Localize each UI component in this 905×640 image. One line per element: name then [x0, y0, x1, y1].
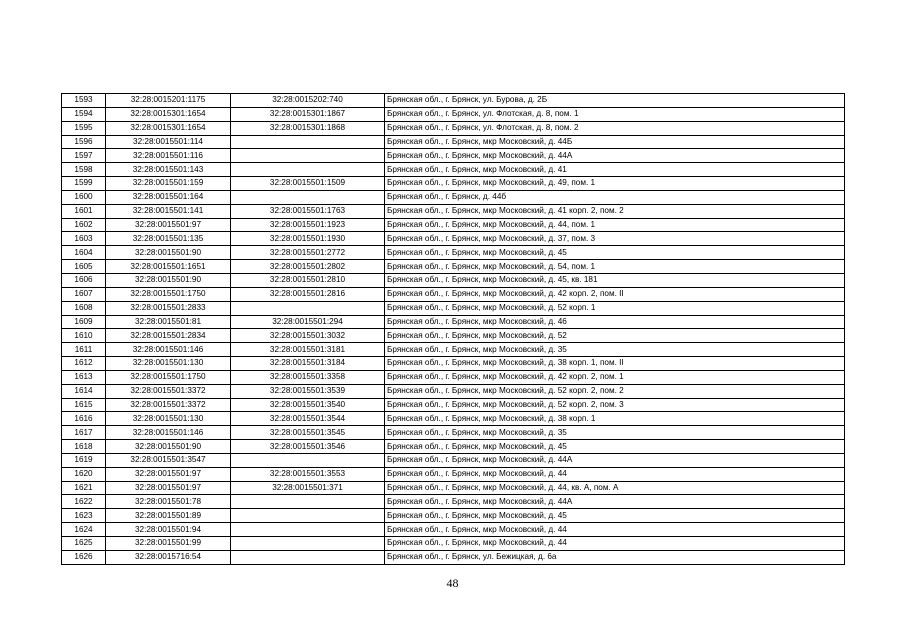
row-number-cell: 1621: [62, 481, 106, 495]
table-row: [62, 412, 845, 426]
address-cell: Брянская обл., г. Брянск, ул. Флотская, д. 8, пом. 1: [385, 107, 845, 121]
table-row: [62, 467, 845, 481]
row-number-cell: 1597: [62, 149, 106, 163]
address-cell: Брянская обл., г. Брянск, ул. Бежицкая, д. 6а: [385, 550, 845, 564]
parcel-cadastral-cell: 32:28:0015501:146: [106, 343, 231, 357]
table-row: [62, 204, 845, 218]
object-cadastral-cell: 32:28:0015501:3545: [231, 426, 385, 440]
address-cell: Брянская обл., г. Брянск, ул. Бурова, д. 2Б: [385, 94, 845, 108]
object-cadastral-cell: 32:28:0015501:294: [231, 315, 385, 329]
parcel-cadastral-cell: 32:28:0015501:90: [106, 440, 231, 454]
parcel-cadastral-cell: 32:28:0015501:81: [106, 315, 231, 329]
table-row: [62, 246, 845, 260]
table-row: [62, 163, 845, 177]
address-cell: Брянская обл., г. Брянск, мкр Московский, д. 38 корп. 1: [385, 412, 845, 426]
object-cadastral-cell: 32:28:0015501:3553: [231, 467, 385, 481]
object-cadastral-cell: [231, 453, 385, 467]
object-cadastral-cell: 32:28:0015501:3184: [231, 357, 385, 371]
table-row: [62, 509, 845, 523]
table-row: [62, 232, 845, 246]
address-cell: Брянская обл., г. Брянск, д. 44б: [385, 190, 845, 204]
address-cell: Брянская обл., г. Брянск, мкр Московский, д. 44Б: [385, 135, 845, 149]
object-cadastral-cell: [231, 550, 385, 564]
parcel-cadastral-cell: 32:28:0015501:3372: [106, 384, 231, 398]
parcel-cadastral-cell: 32:28:0015501:90: [106, 246, 231, 260]
row-number-cell: 1611: [62, 343, 106, 357]
parcel-cadastral-cell: 32:28:0015501:130: [106, 357, 231, 371]
row-number-cell: 1618: [62, 440, 106, 454]
address-cell: Брянская обл., г. Брянск, мкр Московский, д. 45: [385, 509, 845, 523]
address-cell: Брянская обл., г. Брянск, мкр Московский, д. 44А: [385, 495, 845, 509]
row-number-cell: 1601: [62, 204, 106, 218]
address-cell: Брянская обл., г. Брянск, мкр Московский, д. 44: [385, 523, 845, 537]
row-number-cell: 1609: [62, 315, 106, 329]
address-cell: Брянская обл., г. Брянск, мкр Московский, д. 45: [385, 246, 845, 260]
address-cell: Брянская обл., г. Брянск, мкр Московский, д. 42 корп. 2, пом. II: [385, 287, 845, 301]
row-number-cell: 1616: [62, 412, 106, 426]
table-row: [62, 135, 845, 149]
table-row: [62, 357, 845, 371]
address-cell: Брянская обл., г. Брянск, мкр Московский, д. 35: [385, 426, 845, 440]
object-cadastral-cell: 32:28:0015202:740: [231, 94, 385, 108]
row-number-cell: 1610: [62, 329, 106, 343]
row-number-cell: 1595: [62, 121, 106, 135]
address-cell: Брянская обл., г. Брянск, мкр Московский, д. 46: [385, 315, 845, 329]
row-number-cell: 1622: [62, 495, 106, 509]
parcel-cadastral-cell: 32:28:0015501:146: [106, 426, 231, 440]
table-row: [62, 260, 845, 274]
parcel-cadastral-cell: 32:28:0015501:164: [106, 190, 231, 204]
object-cadastral-cell: 32:28:0015501:371: [231, 481, 385, 495]
object-cadastral-cell: [231, 509, 385, 523]
object-cadastral-cell: 32:28:0015501:1930: [231, 232, 385, 246]
row-number-cell: 1615: [62, 398, 106, 412]
address-cell: Брянская обл., г. Брянск, мкр Московский, д. 41: [385, 163, 845, 177]
address-cell: Брянская обл., г. Брянск, мкр Московский, д. 42 корп. 2, пом. 1: [385, 370, 845, 384]
row-number-cell: 1624: [62, 523, 106, 537]
object-cadastral-cell: 32:28:0015501:1763: [231, 204, 385, 218]
object-cadastral-cell: 32:28:0015501:3032: [231, 329, 385, 343]
table-row: [62, 94, 845, 108]
table-body: [62, 94, 845, 565]
parcel-cadastral-cell: 32:28:0015501:135: [106, 232, 231, 246]
row-number-cell: 1605: [62, 260, 106, 274]
row-number-cell: 1599: [62, 177, 106, 191]
parcel-cadastral-cell: 32:28:0015501:1750: [106, 370, 231, 384]
parcel-cadastral-cell: 32:28:0015501:97: [106, 218, 231, 232]
parcel-cadastral-cell: 32:28:0015501:116: [106, 149, 231, 163]
table-row: [62, 149, 845, 163]
row-number-cell: 1612: [62, 357, 106, 371]
table-row: [62, 301, 845, 315]
table-row: [62, 426, 845, 440]
address-cell: Брянская обл., г. Брянск, мкр Московский, д. 44, кв. А, пом. А: [385, 481, 845, 495]
table-row: [62, 190, 845, 204]
object-cadastral-cell: 32:28:0015501:2816: [231, 287, 385, 301]
address-cell: Брянская обл., г. Брянск, мкр Московский, д. 44А: [385, 453, 845, 467]
cadastral-table: [61, 93, 845, 565]
address-cell: Брянская обл., г. Брянск, мкр Московский, д. 52: [385, 329, 845, 343]
object-cadastral-cell: 32:28:0015501:3544: [231, 412, 385, 426]
object-cadastral-cell: [231, 149, 385, 163]
parcel-cadastral-cell: 32:28:0015501:143: [106, 163, 231, 177]
table-row: [62, 329, 845, 343]
table-row: [62, 523, 845, 537]
row-number-cell: 1625: [62, 537, 106, 551]
parcel-cadastral-cell: 32:28:0015501:90: [106, 273, 231, 287]
address-cell: Брянская обл., г. Брянск, мкр Московский, д. 52 корп. 1: [385, 301, 845, 315]
table-row: [62, 218, 845, 232]
address-cell: Брянская обл., г. Брянск, мкр Московский, д. 44: [385, 537, 845, 551]
object-cadastral-cell: [231, 537, 385, 551]
object-cadastral-cell: 32:28:0015501:3539: [231, 384, 385, 398]
address-cell: Брянская обл., г. Брянск, мкр Московский, д. 37, пом. 3: [385, 232, 845, 246]
object-cadastral-cell: [231, 523, 385, 537]
row-number-cell: 1600: [62, 190, 106, 204]
row-number-cell: 1619: [62, 453, 106, 467]
parcel-cadastral-cell: 32:28:0015301:1654: [106, 121, 231, 135]
row-number-cell: 1607: [62, 287, 106, 301]
row-number-cell: 1617: [62, 426, 106, 440]
object-cadastral-cell: 32:28:0015501:1923: [231, 218, 385, 232]
parcel-cadastral-cell: 32:28:0015301:1654: [106, 107, 231, 121]
table-row: [62, 537, 845, 551]
row-number-cell: 1593: [62, 94, 106, 108]
object-cadastral-cell: 32:28:0015301:1867: [231, 107, 385, 121]
parcel-cadastral-cell: 32:28:0015501:141: [106, 204, 231, 218]
row-number-cell: 1598: [62, 163, 106, 177]
object-cadastral-cell: 32:28:0015301:1868: [231, 121, 385, 135]
table-row: [62, 481, 845, 495]
object-cadastral-cell: 32:28:0015501:2772: [231, 246, 385, 260]
row-number-cell: 1614: [62, 384, 106, 398]
parcel-cadastral-cell: 32:28:0015501:78: [106, 495, 231, 509]
address-cell: Брянская обл., г. Брянск, мкр Московский, д. 45, кв. 181: [385, 273, 845, 287]
row-number-cell: 1623: [62, 509, 106, 523]
parcel-cadastral-cell: 32:28:0015201:1175: [106, 94, 231, 108]
parcel-cadastral-cell: 32:28:0015501:3547: [106, 453, 231, 467]
table-row: [62, 273, 845, 287]
row-number-cell: 1604: [62, 246, 106, 260]
object-cadastral-cell: 32:28:0015501:3181: [231, 343, 385, 357]
address-cell: Брянская обл., г. Брянск, мкр Московский, д. 45: [385, 440, 845, 454]
parcel-cadastral-cell: 32:28:0015501:2834: [106, 329, 231, 343]
row-number-cell: 1596: [62, 135, 106, 149]
table-row: [62, 107, 845, 121]
table-row: [62, 453, 845, 467]
row-number-cell: 1608: [62, 301, 106, 315]
address-cell: Брянская обл., г. Брянск, ул. Флотская, д. 8, пом. 2: [385, 121, 845, 135]
address-cell: Брянская обл., г. Брянск, мкр Московский, д. 35: [385, 343, 845, 357]
parcel-cadastral-cell: 32:28:0015501:94: [106, 523, 231, 537]
parcel-cadastral-cell: 32:28:0015501:97: [106, 467, 231, 481]
table-row: [62, 287, 845, 301]
object-cadastral-cell: 32:28:0015501:3358: [231, 370, 385, 384]
parcel-cadastral-cell: 32:28:0015501:97: [106, 481, 231, 495]
row-number-cell: 1620: [62, 467, 106, 481]
table-row: [62, 121, 845, 135]
object-cadastral-cell: [231, 301, 385, 315]
parcel-cadastral-cell: 32:28:0015716:54: [106, 550, 231, 564]
row-number-cell: 1602: [62, 218, 106, 232]
row-number-cell: 1594: [62, 107, 106, 121]
object-cadastral-cell: 32:28:0015501:2802: [231, 260, 385, 274]
address-cell: Брянская обл., г. Брянск, мкр Московский, д. 49, пом. 1: [385, 177, 845, 191]
row-number-cell: 1613: [62, 370, 106, 384]
address-cell: Брянская обл., г. Брянск, мкр Московский, д. 44: [385, 467, 845, 481]
table-row: [62, 370, 845, 384]
object-cadastral-cell: 32:28:0015501:2810: [231, 273, 385, 287]
row-number-cell: 1603: [62, 232, 106, 246]
parcel-cadastral-cell: 32:28:0015501:2833: [106, 301, 231, 315]
address-cell: Брянская обл., г. Брянск, мкр Московский, д. 52 корп. 2, пом. 2: [385, 384, 845, 398]
parcel-cadastral-cell: 32:28:0015501:159: [106, 177, 231, 191]
parcel-cadastral-cell: 32:28:0015501:130: [106, 412, 231, 426]
object-cadastral-cell: [231, 190, 385, 204]
object-cadastral-cell: 32:28:0015501:3540: [231, 398, 385, 412]
parcel-cadastral-cell: 32:28:0015501:99: [106, 537, 231, 551]
object-cadastral-cell: [231, 495, 385, 509]
table-row: [62, 398, 845, 412]
row-number-cell: 1626: [62, 550, 106, 564]
address-cell: Брянская обл., г. Брянск, мкр Московский, д. 44А: [385, 149, 845, 163]
table-row: [62, 384, 845, 398]
table-row: [62, 495, 845, 509]
parcel-cadastral-cell: 32:28:0015501:114: [106, 135, 231, 149]
parcel-cadastral-cell: 32:28:0015501:1750: [106, 287, 231, 301]
table-row: [62, 177, 845, 191]
parcel-cadastral-cell: 32:28:0015501:1651: [106, 260, 231, 274]
address-cell: Брянская обл., г. Брянск, мкр Московский, д. 44, пом. 1: [385, 218, 845, 232]
object-cadastral-cell: [231, 135, 385, 149]
object-cadastral-cell: [231, 163, 385, 177]
object-cadastral-cell: 32:28:0015501:3546: [231, 440, 385, 454]
parcel-cadastral-cell: 32:28:0015501:89: [106, 509, 231, 523]
row-number-cell: 1606: [62, 273, 106, 287]
address-cell: Брянская обл., г. Брянск, мкр Московский, д. 54, пом. 1: [385, 260, 845, 274]
address-cell: Брянская обл., г. Брянск, мкр Московский, д. 41 корп. 2, пом. 2: [385, 204, 845, 218]
parcel-cadastral-cell: 32:28:0015501:3372: [106, 398, 231, 412]
page-number: 48: [446, 576, 459, 590]
object-cadastral-cell: 32:28:0015501:1509: [231, 177, 385, 191]
address-cell: Брянская обл., г. Брянск, мкр Московский, д. 52 корп. 2, пом. 3: [385, 398, 845, 412]
table-row: [62, 440, 845, 454]
table-row: [62, 550, 845, 564]
table-row: [62, 315, 845, 329]
table-row: [62, 343, 845, 357]
address-cell: Брянская обл., г. Брянск, мкр Московский, д. 38 корп. 1, пом. II: [385, 357, 845, 371]
